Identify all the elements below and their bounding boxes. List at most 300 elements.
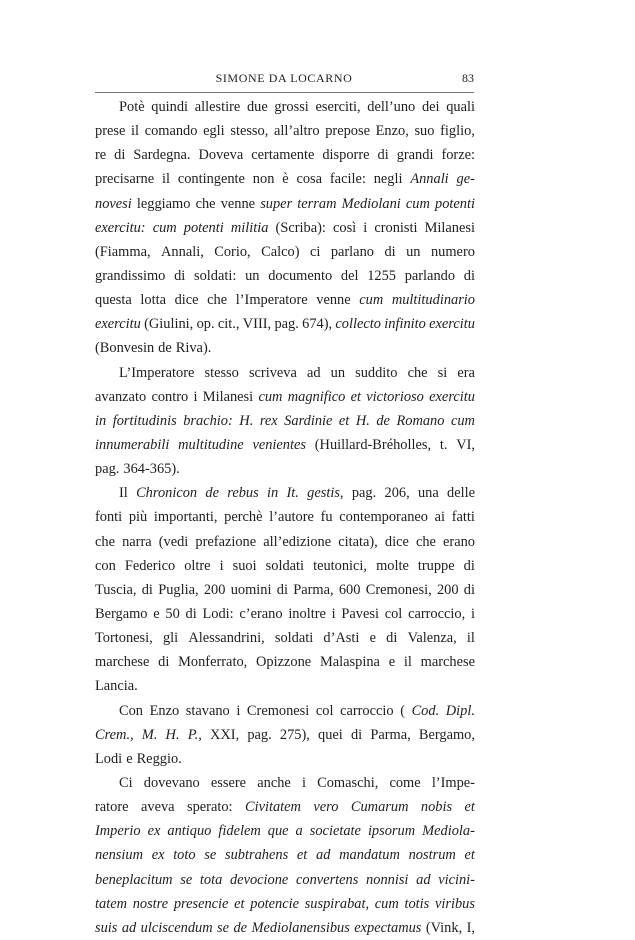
- italic-word: multitudine: [178, 436, 244, 453]
- word: un: [406, 243, 421, 260]
- italic-word: ad: [121, 919, 137, 936]
- text-line: [95, 674, 475, 698]
- italic-word: et: [464, 799, 475, 816]
- word: op.: [196, 316, 215, 333]
- word: stesso,: [230, 123, 269, 140]
- word: così: [332, 219, 357, 236]
- italic-word: Crem.,: [95, 726, 134, 743]
- word: dovevano: [143, 774, 200, 791]
- text-line: [95, 409, 475, 433]
- italic-word: ge-: [456, 171, 475, 188]
- word: importanti,: [153, 509, 218, 526]
- word: narra: [122, 533, 152, 550]
- word: (vedi: [158, 533, 189, 550]
- word: Enzo: [149, 702, 180, 719]
- word: un: [245, 267, 260, 284]
- word: carroccio,: [408, 605, 466, 622]
- italic-word: rebus: [227, 485, 259, 502]
- italic-word: exercitu: [95, 316, 141, 333]
- italic-word: et: [234, 895, 245, 912]
- word: certamente: [251, 147, 315, 164]
- word: (Scriba):: [275, 219, 326, 236]
- word: suoi: [232, 557, 257, 574]
- word: (Fiamma,: [95, 243, 151, 260]
- italic-word: de: [205, 485, 219, 502]
- body-text: [95, 95, 475, 940]
- italic-word: ex: [147, 823, 161, 840]
- text-line: [95, 843, 475, 867]
- italic-word: se: [204, 847, 217, 864]
- word: 275),: [279, 726, 310, 743]
- word: (Giulini,: [144, 316, 194, 333]
- text-line: [95, 819, 475, 843]
- word: si: [437, 364, 448, 381]
- text-line: [95, 771, 475, 795]
- word: Alessandrini,: [188, 630, 265, 647]
- text-line: [95, 892, 475, 916]
- word: col: [315, 702, 334, 719]
- italic-word: M.: [141, 726, 158, 743]
- italic-word: cum: [359, 292, 384, 309]
- word: Corio,: [214, 243, 251, 260]
- word: Valenza,: [407, 630, 457, 647]
- word: due: [246, 99, 268, 115]
- word: uomini: [230, 581, 272, 598]
- text-line: [95, 433, 475, 457]
- italic-word: viribus: [434, 895, 475, 912]
- word: grandi: [396, 147, 434, 164]
- word: ratore: [95, 799, 129, 816]
- italic-word: toto: [173, 847, 196, 864]
- word: il: [161, 171, 170, 188]
- word: Potè: [119, 99, 145, 115]
- italic-word: que: [267, 823, 289, 840]
- italic-word: fortitudinis: [112, 412, 177, 429]
- word: fu: [320, 509, 333, 526]
- word: del: [340, 267, 359, 284]
- italic-word: Civitatem: [245, 799, 301, 816]
- word: 674),: [302, 316, 333, 333]
- italic-word: et: [338, 412, 350, 429]
- word: di: [141, 581, 153, 598]
- word: più: [128, 509, 148, 526]
- text-line: [95, 723, 475, 747]
- word: di: [463, 557, 475, 574]
- word: disporre: [322, 147, 370, 164]
- italic-word: brachio:: [183, 412, 233, 429]
- italic-word: Cumarum: [350, 799, 409, 816]
- word: di: [377, 147, 389, 164]
- word: Federico: [124, 557, 176, 574]
- word: allestire: [194, 99, 241, 115]
- word: Annali,: [161, 243, 204, 260]
- word: all’altro: [273, 123, 320, 140]
- italic-word: Sardinie: [284, 412, 333, 429]
- word: parlano: [330, 243, 374, 260]
- italic-word: Chronicon: [136, 485, 198, 502]
- italic-word: novesi: [95, 195, 132, 212]
- italic-word: Mediolani: [341, 195, 401, 212]
- word: sperato:: [187, 799, 233, 816]
- italic-word: H.: [355, 412, 370, 429]
- text-line: [95, 167, 475, 191]
- word: Milanesi: [202, 388, 254, 405]
- word: grossi: [274, 99, 309, 115]
- text-line: [95, 119, 475, 143]
- text-line: [95, 795, 475, 819]
- text-line: [95, 385, 475, 409]
- word: Tortonesi,: [95, 630, 153, 647]
- word: documento: [268, 267, 333, 284]
- word: egli: [203, 123, 225, 140]
- italic-word: nostrum: [408, 847, 456, 864]
- word: Doveva: [198, 147, 244, 164]
- word: essere: [210, 774, 247, 791]
- word: forze:: [441, 147, 475, 164]
- word: i: [193, 388, 198, 405]
- word: l’Imperatore: [235, 292, 308, 309]
- word: venne: [316, 292, 351, 309]
- text-line: [95, 264, 475, 288]
- italic-word: ad: [316, 847, 331, 864]
- word: carroccio: [340, 702, 394, 719]
- italic-word: fidelem: [218, 823, 261, 840]
- word: cosa: [296, 171, 323, 188]
- word: i: [301, 774, 306, 791]
- word: suddito: [355, 364, 398, 381]
- word: e: [126, 750, 133, 767]
- word: di: [158, 654, 170, 671]
- text-line: [95, 868, 475, 892]
- word: leggiamo: [136, 195, 191, 212]
- word: c’erano: [239, 605, 283, 622]
- word: fatti: [451, 509, 475, 526]
- text-line: [95, 554, 475, 578]
- italic-word: H.: [165, 726, 180, 743]
- word: di: [384, 243, 396, 260]
- word: marchese: [420, 654, 475, 671]
- word: grandissimo: [95, 267, 166, 284]
- word: molte: [376, 557, 409, 574]
- word: Bergamo,: [418, 726, 475, 743]
- italic-word: devocione: [229, 871, 289, 888]
- italic-word: in: [267, 485, 279, 502]
- text-line: [95, 578, 475, 602]
- italic-word: Romano: [396, 412, 445, 429]
- italic-word: super: [260, 195, 293, 212]
- word: Calco): [261, 243, 300, 260]
- word: contemporaneo: [339, 509, 428, 526]
- word: 50: [165, 605, 180, 622]
- word: Tuscia,: [95, 581, 137, 598]
- text-line: [95, 505, 475, 529]
- italic-word: P.,: [187, 726, 202, 743]
- word: quali: [446, 99, 475, 115]
- word: 1255: [367, 267, 396, 284]
- word: Pavesi: [341, 605, 379, 622]
- word: Parma,: [293, 581, 334, 598]
- word: dell’uno: [367, 99, 416, 115]
- word: Riva).: [175, 340, 212, 357]
- word: ad: [306, 364, 321, 381]
- text-line: [95, 602, 475, 626]
- italic-word: militia: [230, 219, 269, 236]
- word: XXI,: [210, 726, 240, 743]
- italic-word: multitudinario: [391, 292, 475, 309]
- word: che: [407, 364, 428, 381]
- word: gli: [162, 630, 179, 647]
- italic-word: H.: [239, 412, 254, 429]
- word: prefazione: [195, 533, 257, 550]
- word: erano: [443, 533, 475, 550]
- italic-word: nensium: [95, 847, 143, 864]
- word: una: [417, 485, 439, 502]
- italic-word: mandatum: [339, 847, 400, 864]
- word: pag.: [274, 316, 299, 333]
- word: eserciti,: [315, 99, 361, 115]
- word: truppe: [417, 557, 455, 574]
- text-line: [95, 916, 475, 940]
- word: contro: [151, 388, 189, 405]
- word: e: [369, 630, 376, 647]
- italic-word: expectamus: [354, 919, 422, 936]
- word: cit.,: [217, 316, 240, 333]
- italic-word: nonnisi: [366, 871, 409, 888]
- word: di: [463, 581, 475, 598]
- text-line: [95, 312, 475, 336]
- word: quindi: [151, 99, 189, 115]
- text-line: [95, 143, 475, 167]
- word: ai: [434, 509, 446, 526]
- word: dice: [174, 292, 199, 309]
- word: pag.: [95, 461, 120, 478]
- italic-word: cum: [258, 388, 283, 405]
- italic-word: nostre: [132, 895, 169, 912]
- italic-word: se: [217, 919, 230, 936]
- text-line: [95, 650, 475, 674]
- word: di: [114, 147, 126, 164]
- word: anche: [257, 774, 291, 791]
- italic-word: cum: [405, 195, 430, 212]
- italic-word: terram: [297, 195, 337, 212]
- italic-word: tatem: [95, 895, 127, 912]
- italic-word: victorioso: [366, 388, 424, 405]
- word: Bergamo: [95, 605, 148, 622]
- word: precisarne: [95, 171, 155, 188]
- text-line: [95, 288, 475, 312]
- italic-word: societate: [309, 823, 361, 840]
- word: L’Imperatore: [119, 364, 195, 381]
- italic-word: et: [296, 847, 308, 864]
- word: avanzato: [95, 388, 147, 405]
- word: dice: [384, 533, 409, 550]
- word: Milanesi: [424, 219, 475, 236]
- word: stesso: [204, 364, 239, 381]
- italic-word: Imperio: [95, 823, 141, 840]
- word: prepose: [325, 123, 370, 140]
- italic-word: Cod.: [411, 702, 440, 719]
- italic-word: vero: [313, 799, 339, 816]
- word: Lancia.: [95, 678, 138, 695]
- word: Con: [119, 702, 143, 719]
- italic-word: subtrahens: [225, 847, 289, 864]
- word: di: [350, 726, 363, 743]
- word: Cremonesi: [246, 702, 310, 719]
- word: e: [388, 654, 396, 671]
- word: all’edizione: [263, 533, 332, 550]
- italic-word: in: [95, 412, 107, 429]
- running-header: [94, 64, 474, 88]
- word: stavano: [185, 702, 230, 719]
- word: e: [153, 605, 160, 622]
- word: Cremonesi,: [365, 581, 432, 598]
- word: Enzo,: [375, 123, 409, 140]
- word: di: [185, 605, 197, 622]
- word: con: [95, 557, 116, 574]
- word: Parma,: [370, 726, 411, 743]
- word: figlio,: [440, 123, 475, 140]
- word: delle: [447, 485, 475, 502]
- word: (: [400, 702, 405, 719]
- text-line: [95, 699, 475, 723]
- text-line: [95, 747, 475, 771]
- word: facile:: [329, 171, 366, 188]
- word: teutonici,: [313, 557, 368, 574]
- text-line: [95, 626, 475, 650]
- word: pag.: [247, 726, 272, 743]
- word: il: [466, 630, 475, 647]
- word: perchè: [224, 509, 263, 526]
- italic-word: magnifico: [287, 388, 346, 405]
- word: di: [276, 581, 288, 598]
- italic-word: beneplacitum: [95, 871, 173, 888]
- word: soldati: [265, 557, 305, 574]
- italic-word: de: [376, 412, 390, 429]
- italic-word: cum: [450, 412, 475, 429]
- word: Ci: [119, 774, 133, 791]
- word: soldati: [274, 630, 314, 647]
- italic-word: Annali: [410, 171, 449, 188]
- italic-word: presencie: [173, 895, 229, 912]
- word: il: [403, 654, 412, 671]
- word: Reggio.: [136, 750, 182, 767]
- word: che: [415, 533, 436, 550]
- word: non: [252, 171, 275, 188]
- italic-word: ulciscendum: [140, 919, 213, 936]
- word: contingente: [177, 171, 245, 188]
- word: scriveva: [248, 364, 297, 381]
- italic-word: suis: [95, 919, 118, 936]
- word: questa: [95, 292, 132, 309]
- text-line: [95, 530, 475, 554]
- word: soldati:: [194, 267, 237, 284]
- word: 600: [338, 581, 361, 598]
- word: VI,: [456, 436, 475, 453]
- italic-word: Dipl.: [445, 702, 475, 719]
- word: aveva: [141, 799, 175, 816]
- page-number: 83: [462, 71, 474, 85]
- word: 200: [436, 581, 459, 598]
- text-line: [95, 336, 475, 360]
- italic-word: ad: [416, 871, 431, 888]
- word: che: [207, 292, 228, 309]
- word: Comaschi,: [317, 774, 379, 791]
- italic-word: et: [464, 847, 475, 864]
- word: inoltre: [288, 605, 326, 622]
- word: il: [131, 123, 140, 140]
- word: l’autore: [269, 509, 314, 526]
- word: de: [158, 340, 172, 357]
- word: i: [219, 557, 224, 574]
- italic-word: venientes: [252, 436, 306, 453]
- italic-word: convertens: [296, 871, 359, 888]
- italic-word: vicini-: [438, 871, 475, 888]
- italic-word: totis: [404, 895, 430, 912]
- word: parlando: [404, 267, 456, 284]
- italic-word: infinito: [384, 316, 426, 333]
- text-line: [95, 481, 475, 505]
- word: t.: [439, 436, 448, 453]
- word: prese: [95, 123, 126, 140]
- italic-word: nobis: [420, 799, 453, 816]
- word: 200: [203, 581, 226, 598]
- italic-word: exercitu:: [95, 219, 146, 236]
- word: negli: [373, 171, 403, 188]
- word: come: [389, 774, 421, 791]
- word: che: [95, 533, 115, 550]
- header-rule: [95, 92, 474, 93]
- italic-word: potencie: [250, 895, 299, 912]
- word: Sardegna.: [133, 147, 191, 164]
- italic-word: exercitu: [429, 316, 475, 333]
- word: comando: [144, 123, 198, 140]
- word: d’Asti: [323, 630, 360, 647]
- word: citata),: [338, 533, 378, 550]
- italic-word: gestis,: [307, 485, 344, 502]
- italic-word: suspirabat,: [304, 895, 370, 912]
- italic-word: rex: [259, 412, 278, 429]
- word: di: [386, 630, 398, 647]
- word: di: [174, 267, 186, 284]
- text-line: [95, 192, 475, 216]
- word: dei: [421, 99, 440, 115]
- word: Lodi:: [202, 605, 234, 622]
- word: 206,: [384, 485, 410, 502]
- italic-word: collecto: [335, 316, 381, 333]
- text-line: [95, 240, 475, 264]
- word: i: [331, 605, 336, 622]
- word: I,: [466, 919, 475, 936]
- word: Malaspina: [319, 654, 380, 671]
- word: Monferrato,: [178, 654, 248, 671]
- word: suo: [414, 123, 435, 140]
- italic-word: ipsorum: [367, 823, 416, 840]
- word: (Huillard-Bréholles,: [314, 436, 432, 453]
- italic-word: Mediola-: [422, 823, 475, 840]
- italic-word: potenti: [183, 219, 224, 236]
- word: Puglia,: [158, 581, 199, 598]
- italic-word: exercitu: [429, 388, 475, 405]
- word: quei: [318, 726, 343, 743]
- word: i: [470, 605, 475, 622]
- word: è: [282, 171, 289, 188]
- word: VIII,: [242, 316, 272, 333]
- word: lotta: [140, 292, 166, 309]
- italic-word: potenti: [435, 195, 475, 212]
- word: i: [363, 219, 368, 236]
- word: col: [384, 605, 403, 622]
- italic-word: Mediolanensibus: [251, 919, 350, 936]
